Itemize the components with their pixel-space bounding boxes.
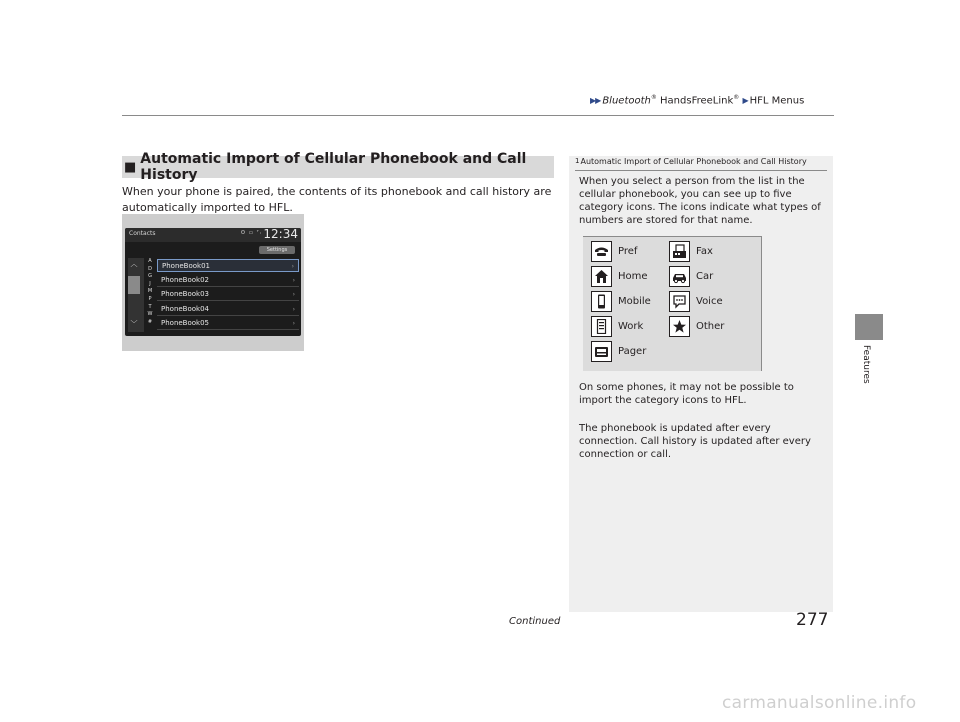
note-rule — [575, 170, 827, 171]
icon-entry-voice — [669, 291, 723, 312]
icon-label: Pref — [618, 246, 638, 257]
pager-icon — [591, 341, 612, 362]
note-title — [575, 157, 807, 166]
contact-name: PhoneBook05 — [161, 319, 210, 327]
note-title-text: Automatic Import of Cellular Phonebook and Call History — [580, 157, 807, 166]
icon-label: Mobile — [618, 296, 651, 307]
breadcrumb — [590, 94, 804, 106]
note-paragraph-3: The phonebook is updated after every connection. Call history is updated after every connection or call. — [579, 423, 811, 460]
icon-entry-pager — [591, 341, 646, 362]
watermark: carmanualsonline.info — [722, 693, 917, 713]
chevron-right-icon: › — [292, 276, 295, 284]
alphabet-index[interactable] — [145, 258, 155, 326]
contact-name: PhoneBook03 — [161, 290, 210, 298]
mobile-phone-icon — [591, 291, 612, 312]
contact-list — [157, 259, 299, 332]
chevron-up-icon[interactable]: ︿ — [130, 260, 138, 268]
note-paragraph-2: On some phones, it may not be possible to import the category icons to HFL. — [579, 382, 794, 406]
chevron-right-icon: › — [291, 263, 294, 270]
index-letter[interactable]: W — [147, 311, 153, 318]
chevron-right-icon: › — [292, 320, 295, 327]
icon-label: Work — [618, 321, 644, 332]
section-heading — [122, 151, 554, 183]
breadcrumb-handsfreelink: HandsFreeLink — [656, 95, 734, 107]
breadcrumb-arrow-icon: ▶▶ — [590, 96, 601, 106]
icon-entry-mobile — [591, 291, 651, 312]
icon-entry-home — [591, 266, 648, 287]
star-icon — [669, 316, 690, 337]
fax-icon — [669, 241, 690, 262]
icon-label: Home — [618, 271, 648, 282]
speech-bubble-icon — [669, 291, 690, 312]
car-icon — [669, 266, 690, 287]
page-number: 277 — [796, 610, 829, 630]
contact-name: PhoneBook04 — [161, 304, 210, 313]
icon-label: Pager — [618, 346, 647, 357]
breadcrumb-hfl-menus: HFL Menus — [749, 95, 805, 107]
contact-row[interactable] — [157, 259, 299, 272]
index-letter[interactable]: P — [148, 295, 152, 302]
icon-entry-other — [669, 316, 724, 337]
index-letter[interactable]: # — [147, 318, 153, 325]
status-icons: ʘ ▭ ᵀₗ — [241, 230, 262, 236]
chevron-down-icon[interactable]: ﹀ — [130, 320, 138, 328]
note-paragraph-1: When you select a person from the list in the cellular phonebook, you can see up to five category icons. The icons indicate what types of numbers are stored for that name. — [579, 176, 821, 226]
category-icon-table — [583, 236, 761, 371]
scroll-thumb[interactable] — [128, 276, 140, 294]
index-letter[interactable]: D — [148, 265, 152, 272]
chapter-tab — [855, 314, 883, 340]
contact-row[interactable] — [157, 274, 299, 287]
settings-button[interactable]: Settings — [259, 246, 295, 254]
index-letter[interactable]: J — [149, 280, 151, 287]
icon-entry-fax — [669, 241, 713, 262]
section-marker-icon: ■ — [124, 159, 137, 175]
icon-label: Other — [696, 321, 725, 332]
chevron-right-icon: › — [292, 291, 295, 298]
contact-row[interactable] — [157, 317, 299, 330]
index-letter[interactable]: A — [148, 258, 152, 264]
breadcrumb-arrow-icon-2: ▶ — [742, 96, 748, 106]
index-letter[interactable]: G — [148, 273, 152, 280]
icon-entry-pref — [591, 241, 637, 262]
contacts-screenshot — [122, 214, 304, 351]
note-number: 1 — [575, 157, 580, 165]
icon-entry-work — [591, 316, 643, 337]
icon-label: Fax — [696, 246, 713, 257]
breadcrumb-registered-mark: ® — [650, 94, 657, 101]
icon-entry-car — [669, 266, 713, 287]
header-rule — [122, 115, 834, 116]
contacts-screen — [125, 228, 301, 336]
section-title: Automatic Import of Cellular Phonebook and Call History — [140, 151, 527, 183]
contact-name: PhoneBook01 — [162, 262, 211, 270]
body-paragraph: When your phone is paired, the contents of its phonebook and call history are automatically imported to HFL. — [122, 185, 552, 214]
contact-row[interactable] — [157, 288, 299, 301]
contact-row[interactable] — [157, 303, 299, 316]
phone-handset-icon — [591, 241, 612, 262]
screen-clock: 12:34 — [263, 228, 298, 241]
breadcrumb-registered-mark-2: ® — [733, 94, 740, 101]
screen-title: Contacts — [129, 230, 156, 237]
icon-label: Car — [696, 271, 714, 282]
house-icon — [591, 266, 612, 287]
icon-label: Voice — [696, 296, 723, 307]
index-letter[interactable]: T — [148, 303, 152, 310]
continued-label: Continued — [509, 616, 561, 627]
contact-name: PhoneBook02 — [161, 275, 210, 284]
breadcrumb-bluetooth: Bluetooth — [602, 95, 651, 107]
chevron-right-icon: › — [292, 305, 295, 313]
index-letter[interactable]: M — [147, 288, 153, 295]
building-icon — [591, 316, 612, 337]
chapter-label: Features — [861, 345, 871, 384]
